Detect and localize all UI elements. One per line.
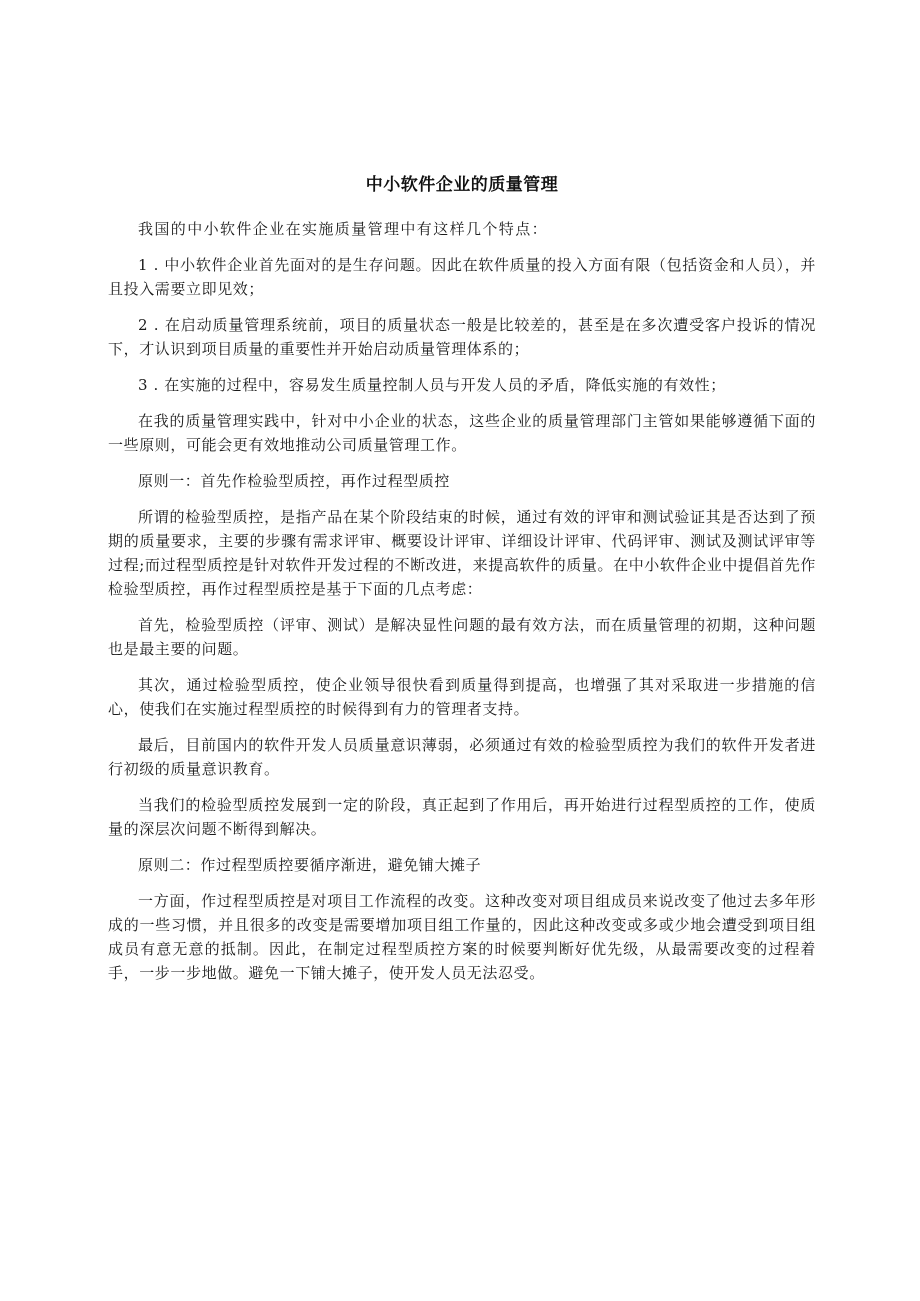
- paragraph-practice: 在我的质量管理实践中，针对中小企业的状态，这些企业的质量管理部门主管如果能够遵循下面的一些原则，可能会更有效地推动公司质量管理工作。: [108, 412, 816, 454]
- paragraph-first-reason: 首先，检验型质控（评审、测试）是解决显性问题的最有效方法，而在质量管理的初期，这种问题也是最主要的问题。: [108, 616, 816, 658]
- paragraph-point-2: 2 . 在启动质量管理系统前，项目的质量状态一般是比较差的，甚至是在多次遭受客户投诉的情况下，才认识到项目质量的重要性并开始启动质量管理体系的；: [108, 316, 816, 358]
- principle-1-heading: 原则一：首先作检验型质控，再作过程型质控: [138, 472, 451, 490]
- paragraph-process-qc: 一方面，作过程型质控是对项目工作流程的改变。这种改变对项目组成员来说改变了他过去多年形成的一些习惯，并且很多的改变是需要增加项目组工作量的，因此这种改变或多或少地会遭受到项目组成员有意无意的抵制。因此，在制定过程型质控方案的时候要判断好优先级，从最需要改变的过程着手，一步一步地做。避免一下铺大摊子，使开发人员无法忍受。: [108, 892, 816, 982]
- paragraph-second-reason: 其次，通过检验型质控，使企业领导很快看到质量得到提高，也增强了其对采取进一步措施的信心，使我们在实施过程型质控的时候得到有力的管理者支持。: [108, 676, 816, 718]
- paragraph-intro: 我国的中小软件企业在实施质量管理中有这样几个特点：: [138, 220, 549, 238]
- paragraph-next-stage: 当我们的检验型质控发展到一定的阶段，真正起到了作用后，再开始进行过程型质控的工作，使质量的深层次问题不断得到解决。: [108, 796, 816, 838]
- paragraph-point-1: 1 . 中小软件企业首先面对的是生存问题。因此在软件质量的投入方面有限（包括资金和人员），并且投入需要立即见效；: [108, 256, 816, 298]
- paragraph-point-3: 3 . 在实施的过程中，容易发生质量控制人员与开发人员的矛盾，降低实施的有效性；: [138, 376, 726, 394]
- paragraph-inspection-qc: 所谓的检验型质控，是指产品在某个阶段结束的时候，通过有效的评审和测试验证其是否达到了预期的质量要求，主要的步骤有需求评审、概要设计评审、详细设计评审、代码评审、测试及测试评审等过程;而过程型质控是针对软件开发过程的不断改进，来提高软件的质量。在中小软件企业中提倡首先作检验型质控，再作过程型质控是基于下面的几点考虑：: [108, 508, 816, 598]
- document-page: [108, 170, 816, 997]
- document-title: 中小软件企业的质量管理: [365, 175, 559, 195]
- principle-2-heading: 原则二：作过程型质控要循序渐进，避免铺大摊子: [138, 856, 482, 874]
- paragraph-last-reason: 最后，目前国内的软件开发人员质量意识薄弱，必须通过有效的检验型质控为我们的软件开发者进行初级的质量意识教育。: [108, 736, 816, 778]
